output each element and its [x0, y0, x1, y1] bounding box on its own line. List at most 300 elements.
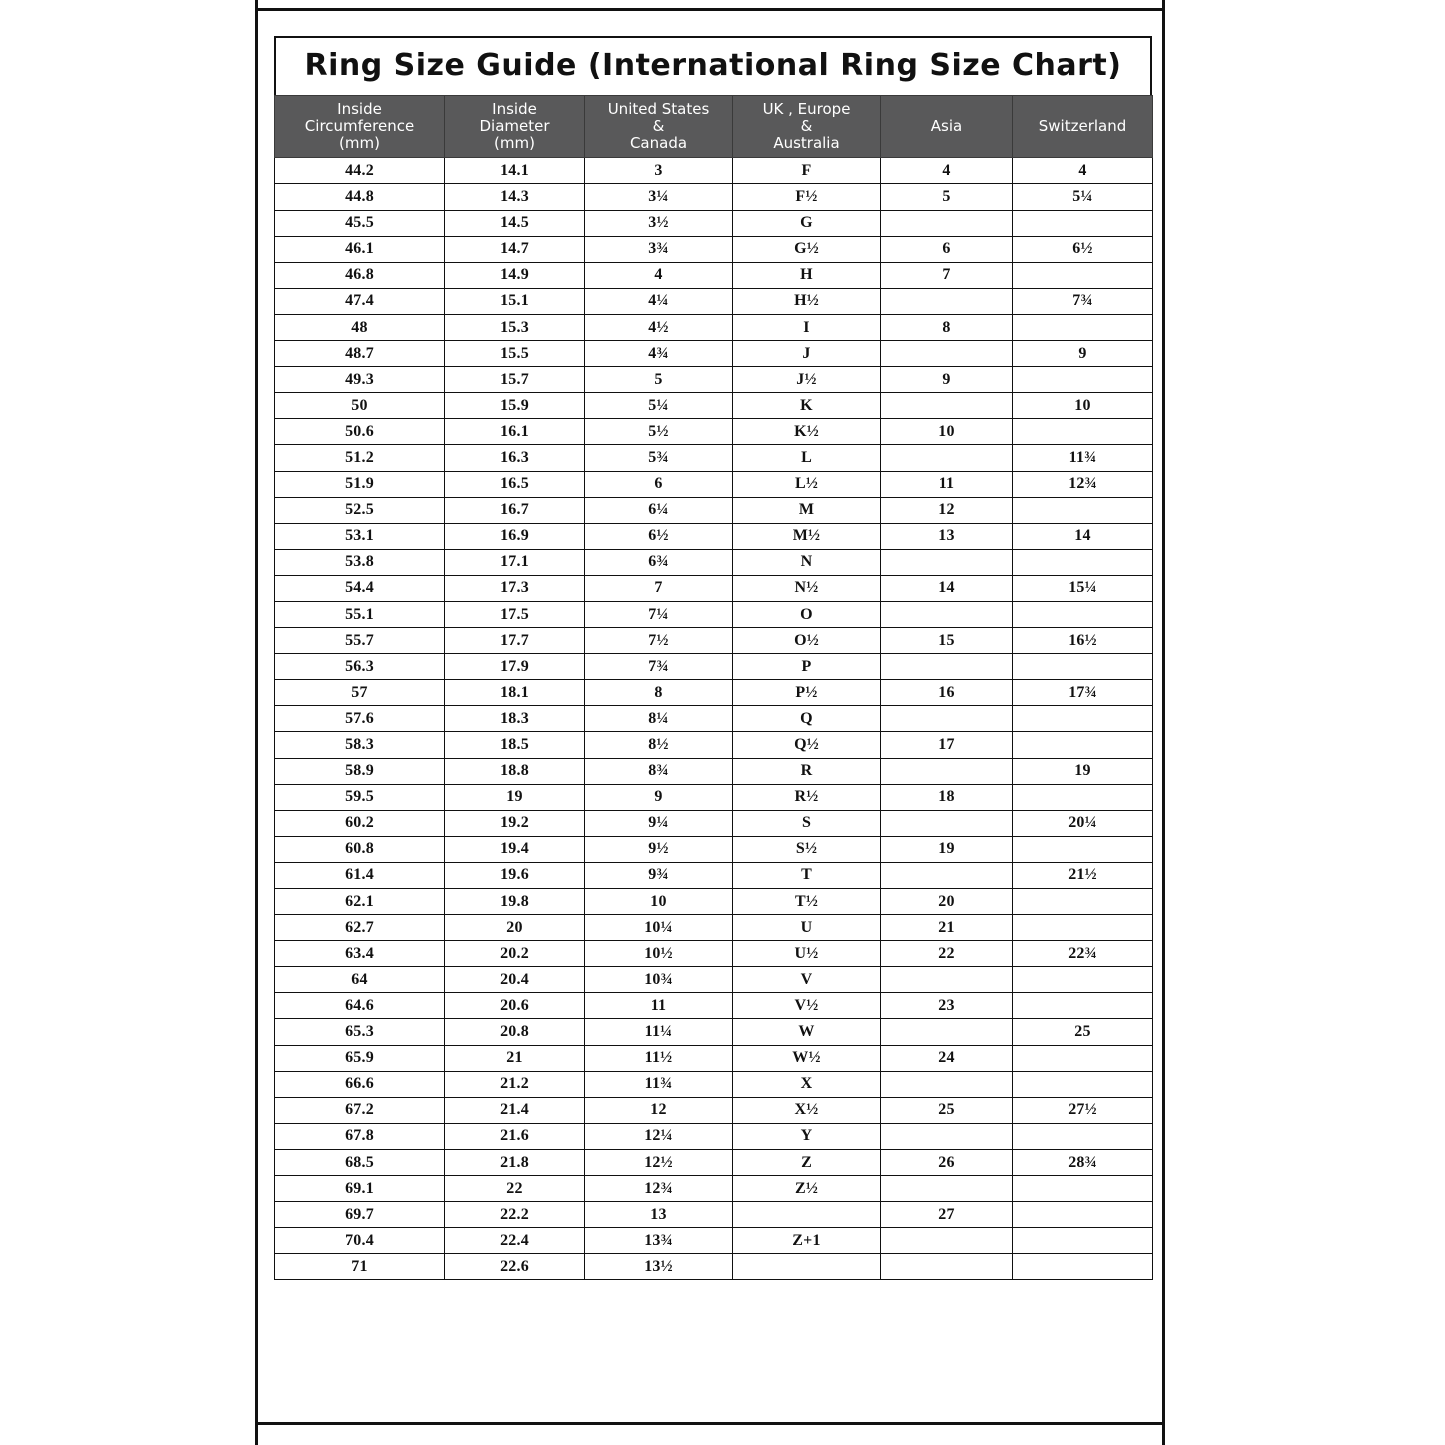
table-cell: X: [733, 1071, 881, 1097]
table-cell: 4: [881, 158, 1013, 184]
table-cell: [1013, 889, 1153, 915]
table-cell: 61.4: [275, 862, 445, 888]
table-cell: [881, 1019, 1013, 1045]
table-cell: 21.8: [445, 1149, 585, 1175]
table-row: [275, 758, 1153, 784]
table-cell: 9½: [585, 836, 733, 862]
table-cell: 20.2: [445, 941, 585, 967]
table-cell: 16.5: [445, 471, 585, 497]
table-row: [275, 680, 1153, 706]
table-cell: 54.4: [275, 575, 445, 601]
table-cell: 10: [881, 419, 1013, 445]
table-row: [275, 1176, 1153, 1202]
table-cell: 17.5: [445, 601, 585, 627]
table-cell: [881, 601, 1013, 627]
table-row: [275, 732, 1153, 758]
table-row: [275, 262, 1153, 288]
table-cell: 58.3: [275, 732, 445, 758]
table-cell: [1013, 549, 1153, 575]
table-row: [275, 601, 1153, 627]
table-cell: 10: [585, 889, 733, 915]
table-cell: 11½: [585, 1045, 733, 1071]
table-cell: 21: [445, 1045, 585, 1071]
ring-size-table: [274, 95, 1153, 1280]
column-header-us-canada: [585, 96, 733, 158]
table-cell: 10¼: [585, 915, 733, 941]
table-cell: 4¼: [585, 288, 733, 314]
table-cell: 3¼: [585, 184, 733, 210]
table-row: [275, 1045, 1153, 1071]
table-cell: T½: [733, 889, 881, 915]
table-cell: S: [733, 810, 881, 836]
table-cell: F½: [733, 184, 881, 210]
table-cell: 6¼: [585, 497, 733, 523]
table-cell: 27½: [1013, 1097, 1153, 1123]
table-cell: [1013, 210, 1153, 236]
table-cell: 19: [445, 784, 585, 810]
table-cell: [733, 1202, 881, 1228]
table-cell: L½: [733, 471, 881, 497]
table-row: [275, 889, 1153, 915]
table-cell: 6½: [1013, 236, 1153, 262]
table-cell: 57: [275, 680, 445, 706]
table-cell: 10½: [585, 941, 733, 967]
table-cell: [881, 862, 1013, 888]
table-row: [275, 575, 1153, 601]
table-cell: 17.1: [445, 549, 585, 575]
table-cell: R½: [733, 784, 881, 810]
header-line: Switzerland: [1038, 116, 1127, 135]
table-cell: 17.3: [445, 575, 585, 601]
table-cell: [881, 288, 1013, 314]
table-cell: 69.7: [275, 1202, 445, 1228]
table-cell: 4½: [585, 314, 733, 340]
ring-size-chart: [274, 36, 1152, 1280]
table-row: [275, 314, 1153, 340]
table-cell: [1013, 654, 1153, 680]
table-cell: O½: [733, 628, 881, 654]
table-cell: 17.7: [445, 628, 585, 654]
table-row: [275, 810, 1153, 836]
table-cell: 7: [585, 575, 733, 601]
table-cell: 15.7: [445, 367, 585, 393]
table-cell: 69.1: [275, 1176, 445, 1202]
table-row: [275, 497, 1153, 523]
table-cell: M: [733, 497, 881, 523]
table-row: [275, 471, 1153, 497]
header-line: Australia: [773, 133, 840, 152]
table-cell: 20: [445, 915, 585, 941]
table-cell: 64.6: [275, 993, 445, 1019]
table-cell: [1013, 993, 1153, 1019]
table-cell: N½: [733, 575, 881, 601]
header-line: &: [652, 116, 665, 135]
table-cell: 57.6: [275, 706, 445, 732]
table-cell: [881, 654, 1013, 680]
table-cell: 18: [881, 784, 1013, 810]
table-row: [275, 1123, 1153, 1149]
header-line: Inside: [492, 100, 537, 118]
header-line: &: [800, 116, 813, 135]
table-row: [275, 236, 1153, 262]
table-row: [275, 706, 1153, 732]
table-cell: [1013, 1123, 1153, 1149]
table-cell: 5: [585, 367, 733, 393]
table-cell: 7¾: [1013, 288, 1153, 314]
table-cell: 11¾: [585, 1071, 733, 1097]
table-cell: M½: [733, 523, 881, 549]
table-cell: 24: [881, 1045, 1013, 1071]
table-cell: 5¾: [585, 445, 733, 471]
table-cell: [1013, 1176, 1153, 1202]
table-cell: 20: [881, 889, 1013, 915]
table-cell: 8¼: [585, 706, 733, 732]
table-cell: [1013, 1254, 1153, 1280]
table-header-row: [275, 96, 1153, 158]
table-cell: 9: [1013, 341, 1153, 367]
table-cell: 47.4: [275, 288, 445, 314]
column-header-asia: [881, 96, 1013, 158]
table-cell: 13: [881, 523, 1013, 549]
table-cell: 26: [881, 1149, 1013, 1175]
table-row: [275, 1071, 1153, 1097]
column-header-inside-diameter: [445, 96, 585, 158]
table-cell: 7½: [585, 628, 733, 654]
table-cell: Z½: [733, 1176, 881, 1202]
table-cell: 8: [585, 680, 733, 706]
table-cell: 16½: [1013, 628, 1153, 654]
table-cell: 7¼: [585, 601, 733, 627]
table-cell: Q: [733, 706, 881, 732]
table-cell: 15.1: [445, 288, 585, 314]
table-cell: 6¾: [585, 549, 733, 575]
table-row: [275, 862, 1153, 888]
table-cell: 14.1: [445, 158, 585, 184]
table-cell: G: [733, 210, 881, 236]
table-cell: 64: [275, 967, 445, 993]
table-cell: 20.6: [445, 993, 585, 1019]
table-cell: 60.8: [275, 836, 445, 862]
table-cell: 17: [881, 732, 1013, 758]
table-row: [275, 941, 1153, 967]
table-cell: U½: [733, 941, 881, 967]
table-cell: 13: [585, 1202, 733, 1228]
table-cell: 66.6: [275, 1071, 445, 1097]
table-cell: 19.2: [445, 810, 585, 836]
table-cell: [1013, 1045, 1153, 1071]
table-cell: 22: [445, 1176, 585, 1202]
table-cell: 21: [881, 915, 1013, 941]
table-cell: [1013, 784, 1153, 810]
table-cell: 58.9: [275, 758, 445, 784]
table-row: [275, 367, 1153, 393]
table-row: [275, 288, 1153, 314]
table-cell: 45.5: [275, 210, 445, 236]
table-cell: T: [733, 862, 881, 888]
table-cell: 62.7: [275, 915, 445, 941]
table-cell: [881, 210, 1013, 236]
table-cell: 53.8: [275, 549, 445, 575]
table-cell: 9: [585, 784, 733, 810]
table-cell: 22.2: [445, 1202, 585, 1228]
table-cell: [1013, 601, 1153, 627]
table-cell: 15: [881, 628, 1013, 654]
table-cell: 6: [881, 236, 1013, 262]
table-row: [275, 393, 1153, 419]
column-header-uk-europe-australia: [733, 96, 881, 158]
table-cell: 15.5: [445, 341, 585, 367]
table-cell: [881, 393, 1013, 419]
header-line: (mm): [339, 133, 380, 152]
table-cell: 59.5: [275, 784, 445, 810]
table-cell: 65.9: [275, 1045, 445, 1071]
table-cell: [881, 810, 1013, 836]
table-row: [275, 1202, 1153, 1228]
table-row: [275, 1228, 1153, 1254]
table-cell: V½: [733, 993, 881, 1019]
table-cell: 44.2: [275, 158, 445, 184]
table-cell: 28¾: [1013, 1149, 1153, 1175]
table-cell: 70.4: [275, 1228, 445, 1254]
table-cell: 27: [881, 1202, 1013, 1228]
page-title: Ring Size Guide (International Ring Size Chart): [304, 48, 1122, 83]
table-cell: 67.8: [275, 1123, 445, 1149]
table-cell: [1013, 419, 1153, 445]
table-cell: 4: [585, 262, 733, 288]
table-cell: 16: [881, 680, 1013, 706]
table-cell: 10: [1013, 393, 1153, 419]
table-row: [275, 445, 1153, 471]
table-cell: 14.5: [445, 210, 585, 236]
table-cell: 55.1: [275, 601, 445, 627]
table-cell: L: [733, 445, 881, 471]
header-line: Asia: [930, 116, 963, 135]
table-cell: F: [733, 158, 881, 184]
table-cell: 3¾: [585, 236, 733, 262]
table-cell: 19.8: [445, 889, 585, 915]
table-body: [275, 158, 1153, 1280]
table-cell: 21½: [1013, 862, 1153, 888]
table-row: [275, 158, 1153, 184]
table-cell: 19: [881, 836, 1013, 862]
table-cell: 25: [1013, 1019, 1153, 1045]
table-cell: 5½: [585, 419, 733, 445]
table-cell: [1013, 497, 1153, 523]
table-cell: [881, 1228, 1013, 1254]
table-cell: [881, 758, 1013, 784]
table-cell: 8½: [585, 732, 733, 758]
table-cell: 60.2: [275, 810, 445, 836]
table-cell: 23: [881, 993, 1013, 1019]
chart-title-bar: [274, 36, 1152, 95]
table-cell: 8: [881, 314, 1013, 340]
table-row: [275, 993, 1153, 1019]
header-line: Inside: [337, 100, 382, 118]
table-cell: P½: [733, 680, 881, 706]
table-cell: 18.8: [445, 758, 585, 784]
table-cell: 20.4: [445, 967, 585, 993]
table-cell: 14.9: [445, 262, 585, 288]
table-cell: 10¾: [585, 967, 733, 993]
table-cell: 50.6: [275, 419, 445, 445]
table-row: [275, 184, 1153, 210]
table-cell: 7¾: [585, 654, 733, 680]
table-cell: 11: [881, 471, 1013, 497]
table-row: [275, 341, 1153, 367]
table-cell: 20.8: [445, 1019, 585, 1045]
table-cell: 18.1: [445, 680, 585, 706]
header-line: Canada: [629, 133, 688, 152]
table-cell: 16.3: [445, 445, 585, 471]
table-cell: 20¼: [1013, 810, 1153, 836]
table-cell: 21.4: [445, 1097, 585, 1123]
table-cell: S½: [733, 836, 881, 862]
table-cell: 13½: [585, 1254, 733, 1280]
table-cell: [1013, 967, 1153, 993]
table-cell: [881, 967, 1013, 993]
table-cell: 14: [881, 575, 1013, 601]
table-cell: 12: [585, 1097, 733, 1123]
table-cell: 65.3: [275, 1019, 445, 1045]
table-cell: [881, 1123, 1013, 1149]
table-row: [275, 1097, 1153, 1123]
table-row: [275, 784, 1153, 810]
table-cell: 14.3: [445, 184, 585, 210]
table-cell: J: [733, 341, 881, 367]
table-cell: 46.8: [275, 262, 445, 288]
table-cell: Z: [733, 1149, 881, 1175]
table-cell: 49.3: [275, 367, 445, 393]
table-cell: [881, 706, 1013, 732]
table-header: [275, 96, 1153, 158]
table-cell: 63.4: [275, 941, 445, 967]
table-cell: H½: [733, 288, 881, 314]
table-cell: I: [733, 314, 881, 340]
table-cell: 6: [585, 471, 733, 497]
table-row: [275, 967, 1153, 993]
table-cell: [1013, 367, 1153, 393]
table-cell: 9¾: [585, 862, 733, 888]
table-cell: 12¾: [1013, 471, 1153, 497]
table-row: [275, 419, 1153, 445]
table-cell: 18.5: [445, 732, 585, 758]
table-cell: X½: [733, 1097, 881, 1123]
table-cell: 22.6: [445, 1254, 585, 1280]
table-cell: 12: [881, 497, 1013, 523]
table-cell: V: [733, 967, 881, 993]
table-cell: 7: [881, 262, 1013, 288]
table-row: [275, 1149, 1153, 1175]
table-cell: 12¾: [585, 1176, 733, 1202]
table-row: [275, 549, 1153, 575]
table-cell: [1013, 732, 1153, 758]
table-row: [275, 1254, 1153, 1280]
table-cell: 11¾: [1013, 445, 1153, 471]
table-cell: 53.1: [275, 523, 445, 549]
table-cell: 11: [585, 993, 733, 1019]
table-cell: 15¼: [1013, 575, 1153, 601]
table-cell: U: [733, 915, 881, 941]
table-cell: W½: [733, 1045, 881, 1071]
header-line: Diameter: [479, 116, 550, 135]
table-cell: [1013, 1202, 1153, 1228]
header-line: (mm): [494, 133, 535, 152]
table-cell: 46.1: [275, 236, 445, 262]
table-cell: 14.7: [445, 236, 585, 262]
table-cell: 51.2: [275, 445, 445, 471]
table-cell: [1013, 1071, 1153, 1097]
table-cell: H: [733, 262, 881, 288]
table-cell: 16.7: [445, 497, 585, 523]
table-cell: [1013, 314, 1153, 340]
table-cell: 25: [881, 1097, 1013, 1123]
table-cell: 18.3: [445, 706, 585, 732]
table-cell: 52.5: [275, 497, 445, 523]
table-cell: 17.9: [445, 654, 585, 680]
table-cell: 68.5: [275, 1149, 445, 1175]
table-cell: 50: [275, 393, 445, 419]
table-cell: 19.6: [445, 862, 585, 888]
table-cell: [1013, 1228, 1153, 1254]
table-cell: 5: [881, 184, 1013, 210]
table-cell: 51.9: [275, 471, 445, 497]
table-cell: N: [733, 549, 881, 575]
table-cell: 6½: [585, 523, 733, 549]
table-cell: 16.9: [445, 523, 585, 549]
table-cell: 15.3: [445, 314, 585, 340]
table-cell: [881, 549, 1013, 575]
table-cell: 3: [585, 158, 733, 184]
table-cell: [1013, 836, 1153, 862]
table-cell: 44.8: [275, 184, 445, 210]
table-cell: [881, 1176, 1013, 1202]
table-cell: Z+1: [733, 1228, 881, 1254]
table-cell: 22¾: [1013, 941, 1153, 967]
table-cell: [881, 1071, 1013, 1097]
table-cell: 3½: [585, 210, 733, 236]
table-cell: Q½: [733, 732, 881, 758]
table-row: [275, 1019, 1153, 1045]
table-cell: 48: [275, 314, 445, 340]
table-cell: 12½: [585, 1149, 733, 1175]
table-row: [275, 915, 1153, 941]
table-cell: K: [733, 393, 881, 419]
table-cell: O: [733, 601, 881, 627]
table-cell: 71: [275, 1254, 445, 1280]
header-line: United States: [607, 100, 710, 118]
table-cell: 21.2: [445, 1071, 585, 1097]
table-cell: 17¾: [1013, 680, 1153, 706]
table-cell: 11¼: [585, 1019, 733, 1045]
column-header-switzerland: [1013, 96, 1153, 158]
table-cell: 9: [881, 367, 1013, 393]
table-cell: 19: [1013, 758, 1153, 784]
table-cell: 4: [1013, 158, 1153, 184]
table-cell: 22.4: [445, 1228, 585, 1254]
table-cell: 14: [1013, 523, 1153, 549]
column-header-inside-circumference: [275, 96, 445, 158]
header-line: Circumference: [304, 116, 415, 135]
table-cell: 5¼: [1013, 184, 1153, 210]
table-cell: 13¾: [585, 1228, 733, 1254]
table-cell: 19.4: [445, 836, 585, 862]
table-cell: 48.7: [275, 341, 445, 367]
table-cell: [1013, 915, 1153, 941]
table-cell: 8¾: [585, 758, 733, 784]
table-cell: 62.1: [275, 889, 445, 915]
table-cell: K½: [733, 419, 881, 445]
table-row: [275, 836, 1153, 862]
